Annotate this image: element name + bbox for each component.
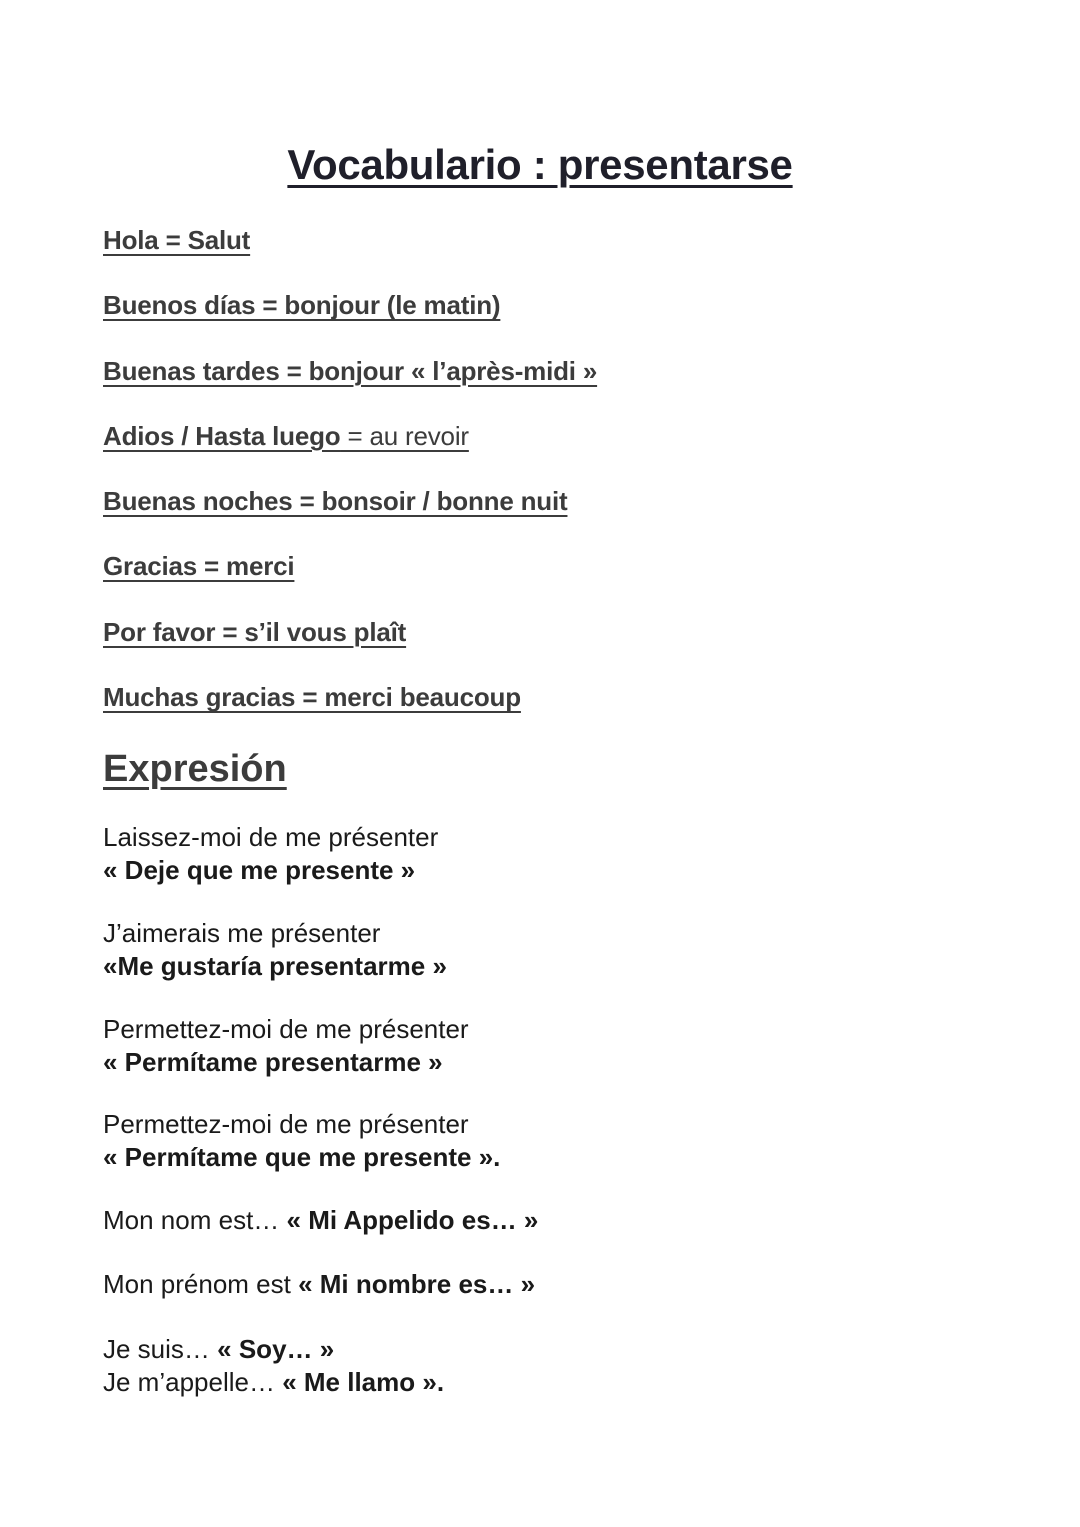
vocab-item-text: Buenos días = bonjour (le matin)	[103, 290, 501, 321]
vocab-item	[103, 418, 1003, 483]
vocab-item	[103, 679, 1003, 744]
expression-french: Permettez-moi de me présenter	[103, 1109, 469, 1139]
expression-spanish: « Mi Appelido es… »	[286, 1205, 539, 1235]
vocab-item	[103, 548, 1003, 613]
vocab-item	[103, 483, 1003, 548]
expression-spanish: « Permítame presentarme »	[103, 1047, 443, 1077]
expression-spanish: «Me gustaría presentarme »	[103, 951, 447, 981]
expression-french: Permettez-moi de me présenter	[103, 1014, 469, 1044]
expression-french: Mon prénom est	[103, 1269, 299, 1299]
expression-spanish: « Permítame que me presente ».	[103, 1142, 501, 1172]
vocabulary-list	[103, 222, 1003, 744]
vocab-item	[103, 287, 1003, 352]
page-title: Vocabulario : presentarse	[287, 141, 793, 188]
expression-french: Laissez-moi de me présenter	[103, 822, 439, 852]
expression-spanish: « Deje que me presente »	[103, 855, 416, 885]
expression-spanish: « Soy… »	[217, 1334, 335, 1364]
expression-spanish: « Mi nombre es… »	[298, 1269, 536, 1299]
vocab-item-text: Buenas tardes = bonjour « l’après-midi »	[103, 355, 598, 386]
expression-item	[103, 1013, 1003, 1079]
expression-french: Mon nom est…	[103, 1205, 287, 1235]
expression-spanish: « Me llamo ».	[282, 1367, 445, 1397]
vocab-item-text: Gracias = merci	[103, 551, 295, 582]
vocab-item-text: Adios / Hasta luego	[103, 420, 341, 451]
expression-line	[103, 1204, 1003, 1237]
expression-item	[103, 1108, 1003, 1174]
expression-french: J’aimerais me présenter	[103, 918, 381, 948]
expression-line	[103, 1268, 1003, 1301]
vocab-item-text: Buenas noches = bonsoir / bonne nuit	[103, 486, 568, 517]
expression-french: Je suis…	[103, 1334, 218, 1364]
expression-item	[103, 1268, 1003, 1301]
expression-item	[103, 1333, 1003, 1399]
vocab-item	[103, 614, 1003, 679]
expression-item	[103, 917, 1003, 983]
vocab-item	[103, 353, 1003, 418]
vocab-item	[103, 222, 1003, 287]
expression-item	[103, 821, 1003, 887]
section-title: Expresión	[103, 748, 287, 790]
expression-line	[103, 1333, 1003, 1366]
vocab-item-text: Por favor = s’il vous plaît	[103, 616, 407, 647]
expression-item	[103, 1204, 1003, 1237]
vocab-item-text: Muchas gracias = merci beaucoup	[103, 682, 521, 713]
expression-french: Je m’appelle…	[103, 1367, 283, 1397]
expression-line	[103, 1366, 1003, 1399]
vocab-item-translation: = au revoir	[340, 420, 469, 451]
vocab-item-text: Hola = Salut	[103, 225, 251, 255]
